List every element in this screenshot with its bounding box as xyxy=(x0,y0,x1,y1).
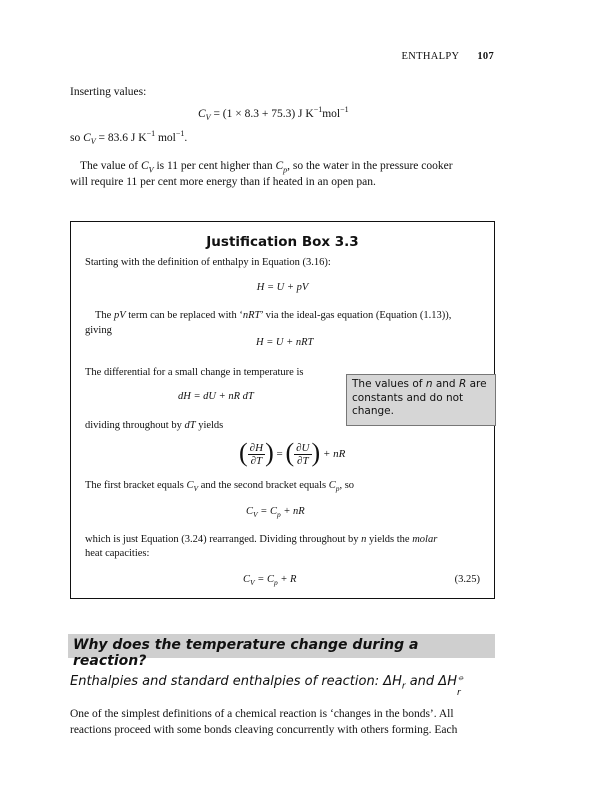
line2-c: ’ via the ideal-gas equation (Equation (1.13)), xyxy=(260,310,452,321)
subheading-sub1: r xyxy=(401,681,406,692)
box-line-heat-capacities: heat capacities: xyxy=(85,548,150,559)
line6-n: n xyxy=(361,534,367,545)
equation-partial-derivatives xyxy=(239,434,345,467)
line6-molar: molar xyxy=(412,534,438,545)
note-n: n xyxy=(425,378,433,390)
para-cp-symbol: C xyxy=(275,160,284,172)
subheading-sup: ⦵ xyxy=(456,673,465,683)
eq-h2-text: H = U + nRT xyxy=(256,337,314,348)
eq-cv-a: C xyxy=(246,506,254,517)
note-text-c: are constants and do not change. xyxy=(352,378,487,417)
equation-cv-cp-nr xyxy=(246,504,305,522)
equation-molar-heat-capacities xyxy=(243,572,296,590)
closing-paragraph-line1: One of the simplest definitions of a chemical reaction is ‘changes in the bonds’. All xyxy=(70,708,454,720)
para-cp-subscript: p xyxy=(283,165,288,175)
page-number: 107 xyxy=(477,51,494,62)
eq-cv-a-sub: V xyxy=(253,510,258,520)
para-cv-symbol: C xyxy=(141,160,149,172)
so-cv-subscript: V xyxy=(90,137,96,147)
line2-a: The xyxy=(95,310,112,321)
eq-final-b-sub: p xyxy=(273,578,278,588)
para-a: The value of xyxy=(80,160,139,172)
line4-b: yields xyxy=(198,420,224,431)
section-heading: Why does the temperature change during a reaction? xyxy=(73,637,419,669)
eq-final-a: C xyxy=(243,574,251,585)
para-cv-subscript: V xyxy=(148,165,154,175)
paren-close-2: ) xyxy=(311,438,321,467)
running-title: ENTHALPY xyxy=(401,51,460,62)
eq1-rhs-b: mol xyxy=(322,107,341,120)
eq-final-b: = C xyxy=(257,574,274,585)
line5-cv-sub: V xyxy=(193,484,199,494)
eq1-cv-symbol: C xyxy=(198,107,206,120)
line2-b: term can be replaced with ‘ xyxy=(128,310,243,321)
frac1-numerator: ∂H xyxy=(249,441,264,454)
subheading xyxy=(70,673,465,698)
so-prefix: so xyxy=(70,131,81,144)
eq1-sup2: −1 xyxy=(340,105,349,114)
line6-b: yields the xyxy=(369,534,410,545)
frac2-numerator: ∂U xyxy=(296,441,310,454)
so-period: . xyxy=(184,131,188,144)
frac1-denominator: ∂T xyxy=(250,454,263,467)
section-heading-bar xyxy=(68,634,495,669)
equation-differential xyxy=(178,389,254,404)
box-line-giving: giving xyxy=(85,325,112,336)
line5-cv: C xyxy=(186,480,194,491)
line5-c: , so xyxy=(339,480,355,491)
eq-cv-c: + nR xyxy=(283,506,305,517)
line5-b: and the second bracket equals xyxy=(200,480,327,491)
line5-cp-sub: p xyxy=(335,484,340,494)
eq-cv-b: = C xyxy=(260,506,277,517)
subheading-a: Enthalpies and standard enthalpies of reaction: ΔH xyxy=(70,674,402,689)
so-mol: mol xyxy=(155,131,176,144)
so-sup2: −1 xyxy=(175,129,185,138)
box-line-definition: Starting with the definition of enthalpy in Equation (3.16): xyxy=(85,257,331,268)
box-line-differential: The differential for a small change in temperature is xyxy=(85,367,304,378)
so-cv-symbol: C xyxy=(83,131,91,144)
paren-open-2: ( xyxy=(285,438,295,467)
frac2-denominator: ∂T xyxy=(297,454,309,467)
margin-note xyxy=(346,374,496,426)
line5-a: The first bracket equals xyxy=(85,480,184,491)
line2-nrt: nRT xyxy=(242,310,261,321)
so-value: = 83.6 J K xyxy=(98,131,147,144)
equation-enthalpy-definition xyxy=(71,280,494,295)
eq-final-a-sub: V xyxy=(250,578,255,588)
box-line-pv-term xyxy=(95,308,451,323)
eq-final-c: + R xyxy=(280,574,297,585)
so-sup1: −1 xyxy=(146,129,156,138)
line5-cp: C xyxy=(328,480,336,491)
intro-paragraph-line2: will require 11 per cent more energy than if heated in an open pan. xyxy=(70,176,376,188)
eq-dh-text: dH = dU + nR dT xyxy=(178,391,254,402)
subheading-sub2: r xyxy=(456,688,461,698)
cv-result-line xyxy=(70,126,187,149)
paren-open-1: ( xyxy=(239,438,248,467)
running-header xyxy=(0,51,494,62)
note-r: R xyxy=(458,378,467,390)
eq1-rhs-a: = (1 × 8.3 + 75.3) J K xyxy=(213,107,314,120)
subheading-b: and ΔH xyxy=(405,674,457,689)
eq-plus-nr: + nR xyxy=(322,448,346,460)
box-line-brackets xyxy=(85,478,354,496)
note-text-b: and xyxy=(435,378,456,390)
line4-dt: dT xyxy=(184,420,196,431)
eq-equals: = xyxy=(276,448,283,460)
line6-a: which is just Equation (3.24) rearranged. Dividing throughout by xyxy=(85,534,359,545)
eq-cv-b-sub: p xyxy=(276,510,281,520)
paren-close-1: ) xyxy=(265,438,274,467)
closing-paragraph-line2: reactions proceed with some bonds cleaving concurrently with others forming. Each xyxy=(70,724,458,736)
eq1-sup1: −1 xyxy=(313,105,323,114)
note-text-a: The values of xyxy=(352,378,423,390)
eq-h-text: H = U + pV xyxy=(256,282,309,293)
box-line-dividing xyxy=(85,418,223,433)
equation-cv-values xyxy=(198,102,349,125)
eq1-cv-subscript: V xyxy=(205,113,211,123)
equation-enthalpy-nrt xyxy=(256,335,313,350)
justification-box-title: Justification Box 3.3 xyxy=(206,234,359,250)
inserting-values-text: Inserting values: xyxy=(70,86,147,98)
line2-pv: pV xyxy=(113,310,126,321)
para-c: , so the water in the pressure cooker xyxy=(287,160,453,172)
equation-number: (3.25) xyxy=(454,574,480,585)
line4-a: dividing throughout by xyxy=(85,420,182,431)
box-line-rearranged xyxy=(85,532,437,547)
para-b: is 11 per cent higher than xyxy=(156,160,273,172)
